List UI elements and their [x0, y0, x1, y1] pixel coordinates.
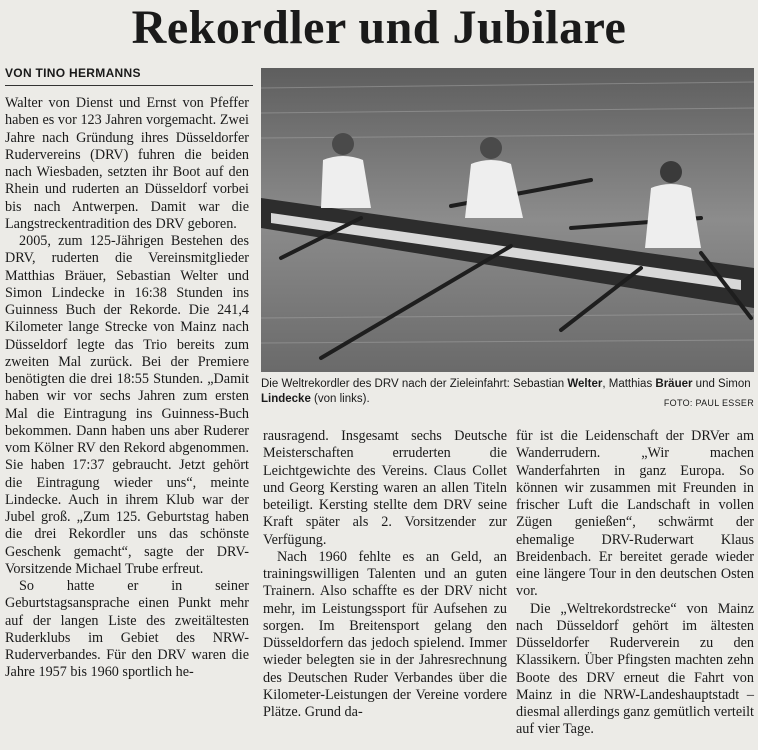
caption-text: und Simon	[692, 378, 751, 390]
rowing-photo-illustration	[261, 68, 754, 372]
paragraph: rausragend. Insgesamt sechs Deutsche Meisterschaften erruderten die Leichtgewichte des Vereins. Claus Collet und Georg Kersting waren an allen Titeln beteiligt. Kersting stellte dem DRV seine Kraft später als 2. Vorsitzender zur Verfügung.	[263, 428, 507, 548]
caption-text: (von links).	[310, 393, 370, 405]
caption-name: Welter	[567, 378, 603, 390]
caption-text: , Matthias	[602, 378, 656, 390]
paragraph: Die „Weltrekordstrecke“ von Mainz nach Düsseldorf gehört im ältesten Düsseldorfer Ruderverein zu den Klassikern. Über Pfingsten machten zehn Boote des DRV erneut die Fahrt von Mainz in die NRW-Landeshauptstadt – diesmal allerdings ganz gemütlich verteilt auf vier Tage.	[516, 600, 754, 738]
paragraph: 2005, zum 125-Jährigen Bestehen des DRV, ruderten die Vereinsmitglieder Matthias Bräuer, Sebastian Welter und Simon Lindecke in 16:38 Stunden ins Guinness Buch der Rekorde. Die 241,4 Kilometer lange Strecke von Mainz nach Düsseldorf legte das Trio bereits zum zweiten Mal zurück. Bei der Premiere benötigten die drei 18:55 Stunden. „Damit haben wir vor sechs Jahren zum ersten Mal die Eintragung ins Guinness-Buch bekommen. Dann haben uns aber Ruderer vom Kölner RV den Rekord abgenommen. Sie haben 17:37 gebraucht. Jetzt gehört die Eintragung wieder uns“, meinte Lindecke. Auch in ihrem Klub war der Jubel groß. „Zum 125. Geburtstag haben die drei Rekordler uns das schönste Geschenk gemacht“, sagte der DRV-Vorsitzende Michael Trube erfreut.	[5, 233, 249, 577]
headline: Rekordler und Jubilare	[131, 1, 627, 54]
article-column-1	[5, 95, 249, 682]
rowing-photo	[261, 68, 754, 372]
caption-name: Bräuer	[655, 378, 693, 390]
caption-name: Lindecke	[261, 393, 311, 405]
photo-credit: FOTO: PAUL ESSER	[663, 398, 754, 408]
byline-rule	[5, 85, 253, 86]
caption-text: Die Weltrekordler des DRV nach der Zieleinfahrt: Sebastian	[261, 378, 568, 390]
article-column-3	[516, 428, 754, 739]
paragraph: für ist die Leidenschaft der DRVer am Wanderrudern. „Wir machen Wanderfahrten in ganz Europa. So können wir zusammen mit Freunden in frischer Luft die Landschaft in vollen Zügen genießen“, schwärmt der ehemalige DRV-Ruderwart Klaus Breidenbach. Er bereitet gerade wieder eine längere Tour in den deutschen Osten vor.	[516, 428, 754, 600]
article-column-2	[263, 428, 507, 721]
byline: VON TINO HERMANNS	[5, 66, 141, 80]
paragraph: Nach 1960 fehlte es an Geld, an trainingswilligen Talenten und an guten Trainern. Also schaffte es der DRV nicht mehr, im Leistungssport für Aufsehen zu sorgen. Im Breitensport gelang den Düsseldorfern das jedoch spielend. Immer wieder belegten sie in der Jahresrechnung des Deutschen Ruder Verbandes über die Kilometer-Leistungen der Vereine vordere Plätze. Grund da-	[263, 548, 507, 720]
paragraph: So hatte er in seiner Geburtstagsansprache einen Punkt mehr auf der langen Liste des zweitältesten Ruderklubs im Gebiet des NRW-Ruderverbandes. Für den DRV waren die Jahre 1957 bis 1960 sportlich he-	[5, 578, 249, 681]
paragraph: Walter von Dienst und Ernst von Pfeffer haben es vor 123 Jahren vorgemacht. Zwei Jahre nach Gründung ihres Düsseldorfer Rudervereins (DRV) fuhren die beiden nach Wiesbaden, setzten ihr Boot auf den Rhein und ruderten an Düsseldorf vorbei bis nach Antwerpen. Damit war die Langstreckentradition des DRV geboren.	[5, 95, 249, 232]
